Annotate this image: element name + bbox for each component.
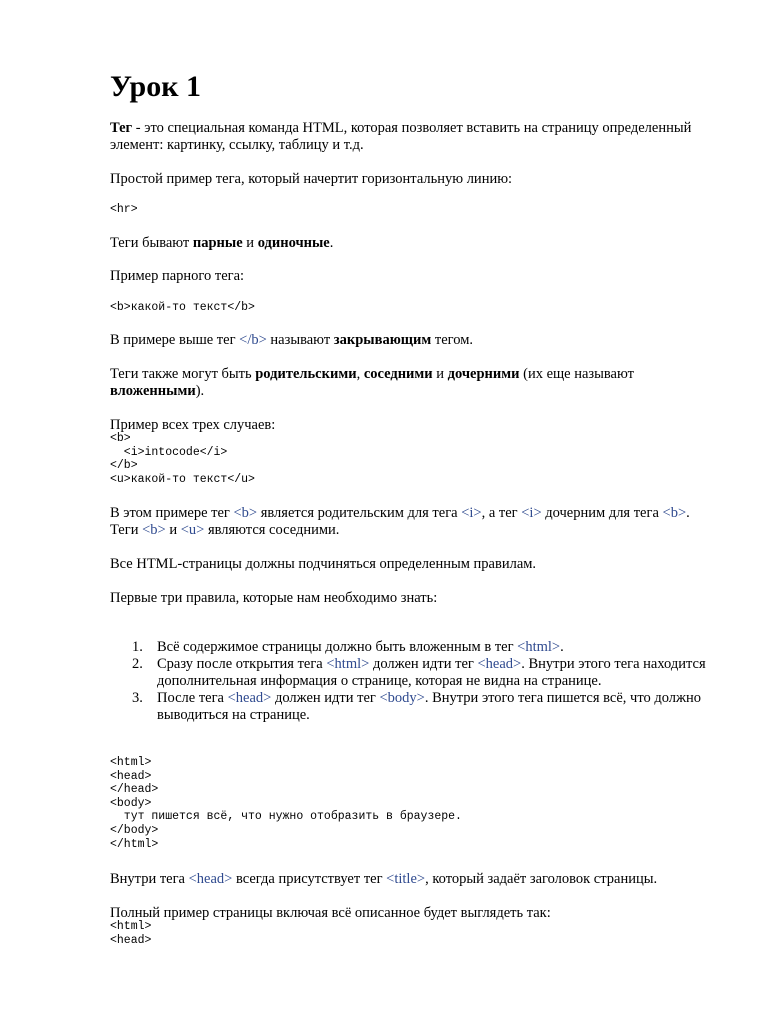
list-item: 2. Сразу после открытия тега <html> должен идти тег <head>. Внутри этого тега находится дополнительная информация о странице, которая не видна на странице.	[132, 656, 706, 689]
relations-paragraph: Теги также могут быть родительскими, соседними и дочерними (их еще называют вложенными).	[110, 366, 634, 399]
code-full: <html> <head>	[110, 920, 152, 947]
lesson-title: Урок 1	[110, 70, 202, 103]
inline-tag: </b>	[239, 332, 267, 348]
rules-intro-paragraph: Все HTML-страницы должны подчиняться определенным правилам.	[110, 556, 537, 572]
list-item: 3. После тега <head> должен идти тег <body>. Внутри этого тега пишется всё, что должно выводиться на странице.	[132, 690, 702, 723]
three-cases-paragraph: Пример всех трех случаев:	[110, 417, 276, 433]
definition-paragraph: Тег - это специальная команда HTML, которая позволяет вставить на страницу определенный элемент: картинку, ссылку, таблицу и т.д.	[110, 120, 692, 153]
nesting-explanation-paragraph: В этом примере тег <b> является родительским для тега <i>, а тег <i> дочерним для тега <b>. Теги <b> и <u> являются соседними.	[110, 505, 690, 538]
code-hr: <hr>	[110, 203, 138, 216]
code-pair: <b>какой-то текст</b>	[110, 301, 255, 314]
rules-list	[110, 639, 720, 724]
term-tag: Тег	[110, 120, 133, 136]
code-nested: <b> <i>intocode</i> </b> <u>какой-то текст</u>	[110, 432, 255, 486]
pair-example-paragraph: Пример парного тега:	[110, 268, 245, 284]
code-skeleton: <html> <head> </head> <body> тут пишется всё, что нужно отобразить в браузере. </body> </html>	[110, 756, 462, 851]
first-rules-paragraph: Первые три правила, которые нам необходимо знать:	[110, 590, 438, 606]
hr-intro-paragraph: Простой пример тега, который начертит горизонтальную линию:	[110, 171, 513, 187]
title-tag-paragraph: Внутри тега <head> всегда присутствует тег <title>, который задаёт заголовок страницы.	[110, 871, 658, 887]
full-example-paragraph: Полный пример страницы включая всё описанное будет выглядеть так:	[110, 905, 551, 921]
list-item: 1. Всё содержимое страницы должно быть вложенным в тег <html>.	[132, 639, 564, 655]
tag-types-paragraph: Теги бывают парные и одиночные.	[110, 235, 334, 251]
closing-tag-paragraph: В примере выше тег </b> называют закрывающим тегом.	[110, 332, 474, 348]
